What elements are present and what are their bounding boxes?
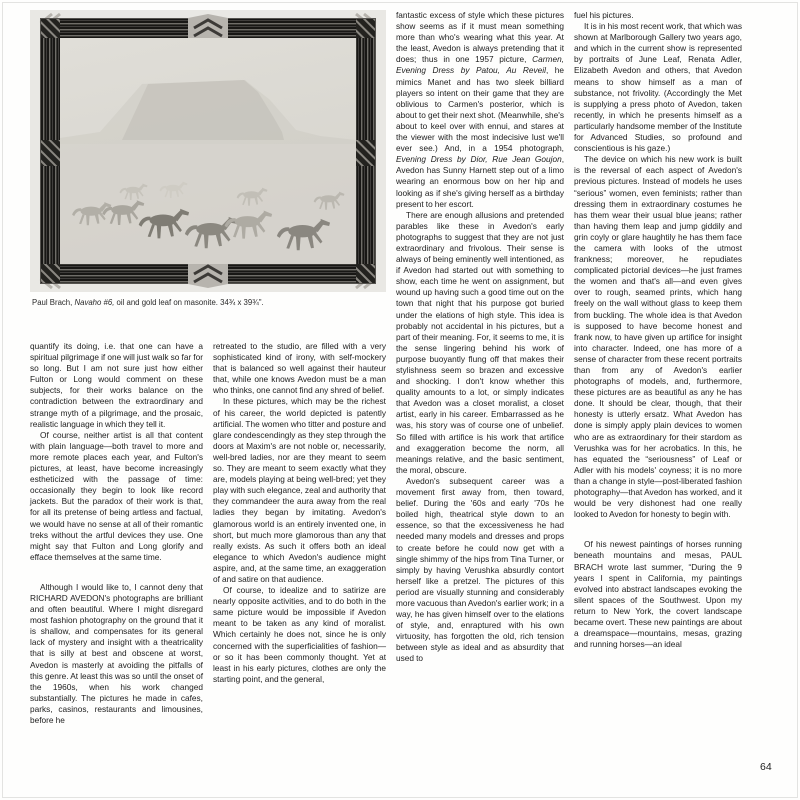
page-number: 64: [760, 761, 772, 773]
paragraph: Of course, to idealize and to satirize are nearly opposite activities, and to do both in the same picture would be impossible if Avedon meant to be taken as any kind of moralist. Which certainly he does not, since he is only concerned with the superficialities of fashion—or so it has been commonly thought. Yet at least in his early pictures, clothes are only the starting point, and the general,: [213, 585, 386, 684]
paragraph: Although I would like to, I cannot deny that RICHARD AVEDON's photographs are brilliant and often beautiful. Where I might disregard most fashion photography on the ground that it is shallow, and compensates for its general lack of mystery and insight with a theatricality that is silly at best and obscene at worst, Avedon is masterly at avoiding the pitfalls of this genre. At least this was so until the onset of the 1960s, when his work changed substantially. The pictures he made in cafes, parks, casinos, restaurants and limousines, before he: [30, 581, 203, 725]
page-content: [30, 10, 742, 726]
paragraph: Avedon's subsequent career was a movement first away from, then toward, belief. During the '60s and early '70s he boiled high, theatrical style down to an essence, so that the excessiveness he had needed many models and dresses and props to create before he could now get with a single shimmy of the hips from Tina Turner, or simply by having Verushka absurdly contort herself like a pretzel. The pictures of this period are visually stunning and considerably more vacuous than Avedon's earlier work; in a way, he has given himself over to the elations of style, and, enraptured with his own virtuosity, has forgotten the old, rich tension between style as ideal and as absurdity that used to: [396, 475, 564, 664]
paragraph: In these pictures, which may be the richest of his career, the world depicted is patently artificial. The women who titter and posture and glare condescendingly as they step through the doors at Maxim's are not noble or, necessarily, well-bred ladies, nor are they meant to seem so. They are meant to seem exactly what they are, models playing at being well-bred; yet they play with such elegance, zeal and authority that they commandeer the aura away from the real ladies they began by imitating. Avedon's glamorous world is an entirely invented one, in short, but much more glamorous than any that really exists. As such it offers both an ideal elegance to which Avedon's audience might aspire, and, at the same time, an exaggeration of and satire on that audience.: [213, 396, 386, 584]
caption-details: oil and gold leaf on masonite. 34¾ x 39¾".: [116, 298, 264, 307]
text-column-2: [213, 341, 386, 726]
left-block: [30, 10, 386, 726]
lower-text-columns: [30, 341, 386, 726]
paragraph: quantify its doing, i.e. that one can have a spiritual pilgrimage if one will just walk so far for so long. But I am not sure just how either Fulton or Long would comment on these subjects, for their works balance on the contradiction between the extraordinary and strange myth of a pilgrimage, and the prosaic, realistic language in which they tell it.: [30, 341, 203, 429]
artwork-photo: [30, 10, 386, 292]
paragraph: Of course, neither artist is all that content with plain language—both travel to more and more remote places each year, and Fulton's pictures, at least, have become increasingly estheticized with the passage of time: occasionally they begin to look like record jackets. But the paradox of their work is that, for all its pretense of being artless and factual, we would have no sense at all of their romantic treks without the artful devices they use. One might say that Fulton and Long glorify and efface themselves at the same time.: [30, 429, 203, 562]
paragraph: Of his newest paintings of horses running beneath mountains and mesas, PAUL BRACH wrote last summer, “During the 9 years I spent in California, my paintings evolved into abstract landscapes evoking the silent spaces of the Southwest. Upon my return to New York, the covert landscape became overt. These new paintings are about a dreamspace—mountains, mesas, grazing and running horses—an ideal: [574, 539, 742, 650]
paragraph: There are enough allusions and pretended parables like these in Avedon's early photographs to suggest that they are not just extraordinary and frivolous. Their sense is always of being eminently well intentioned, as if Avedon had started out with something to show, each time he went on assignment, but wound up having such a good time out on the town that night that his purpose got buried under the elations of high style. This idea is probably not accidental in his pictures, but a part of their meaning. For, it seems to me, it is the sense lingering behind his work of purpose buoyantly flung off that makes their stylishness seem so brazen and excessive and shocking. I don't know whether this quality amounts to a lot, or simply indicates that Avedon was a closet moralist, a closet artist, early in his career. Embarrassed as he was, his story was of course one of unbelief. So filled with artifice is his work that artifice and exaggeration become the norm, all meanings relative, and the basic sentiment, the moral, obscure.: [396, 209, 564, 475]
artwork-caption: [32, 298, 386, 307]
paragraph: fuel his pictures.: [574, 10, 634, 20]
text-column-3: [396, 10, 564, 726]
paragraph: It is in his most recent work, that which was shown at Marlborough Gallery two years ago, and which in the current show is represented by portraits of June Leaf, Renata Adler, Elizabeth Avedon and others, that Avedon means to show himself as a man of substance, not frivolity. (Accordingly the Met is supplying a press photo of Avedon, taken recently, in which he presents himself as a particularly handsome member of the Institute for Advanced Studies, so profound and conscientious is his gaze.): [574, 21, 742, 154]
caption-title: Navaho #6,: [74, 298, 115, 307]
text-column-1: [30, 341, 203, 726]
paragraph: fantastic excess of style which these pictures show seems as if it must mean something more than who's wearing what this year. At the least, Avedon is always pretending that it does; thus in one 1957 picture, Carmen, Evening Dress by Patou, Au Reveil, he mimics Manet and has two sleek billiard players so intent on their game that they are oblivious to Carmen's posterior, which is about to get their next shot. (Meanwhile, she's about to keel over with ennui, and stares at the viewer with the most indecisive lust we'll ever see.) And, in a 1954 photograph, Evening Dress by Dior, Rue Jean Goujon, Avedon has Sunny Harnett step out of a limo wearing an enormous bow on her hip and looking as if she's giving herself as a birthday present to her escort.: [396, 10, 564, 209]
paragraph: retreated to the studio, are filled with a very sophisticated kind of irony, with self-mockery that is balanced so well against their hauteur that, while one knows Avedon must be a man who thinks, one cannot find any shred of belief.: [213, 341, 386, 396]
caption-artist: Paul Brach,: [32, 298, 73, 307]
paragraph: The device on which his new work is built is the reversal of each aspect of Avedon's previous pictures. Instead of models he uses “serious” women, even feminists; rather than dressing them in extraordinary costumes he has them wear their usual blue jeans; rather than having them leap and jump giddily and grin coyly or glare haughtily he has them face the camera with looks of the utmost frankness; moreover, he repudiates complicated pictorial devices—he just frames the women and that's all—and even gives over to rough, seamed prints, which hang freely on the wall without glass to keep them from buckling. The whole idea is that Avedon is supposed to have become honest and frank now, to have given up artifice for insight into character. Indeed, one has more of a sense of character from these recent portraits than from any of Avedon's earlier photographs of models, and, furthermore, these pictures are as beautiful as any he has done. It should be clear, though, that their honesty is utterly ersatz. What Avedon has done is simply apply plain devices to women who are as extraordinary for their stardom as Verushka was for her acrobatics. In this, he has equated the “seriousness” of Leaf or Adler with his models' coyness; it is no more than a change in style—post-liberated fashion photography—that Avedon has worked, and it would be very dishonest had one really looked to Avedon for honesty to begin with.: [574, 154, 742, 520]
text-column-4: [574, 10, 742, 726]
navaho-painting-image: [30, 10, 386, 292]
